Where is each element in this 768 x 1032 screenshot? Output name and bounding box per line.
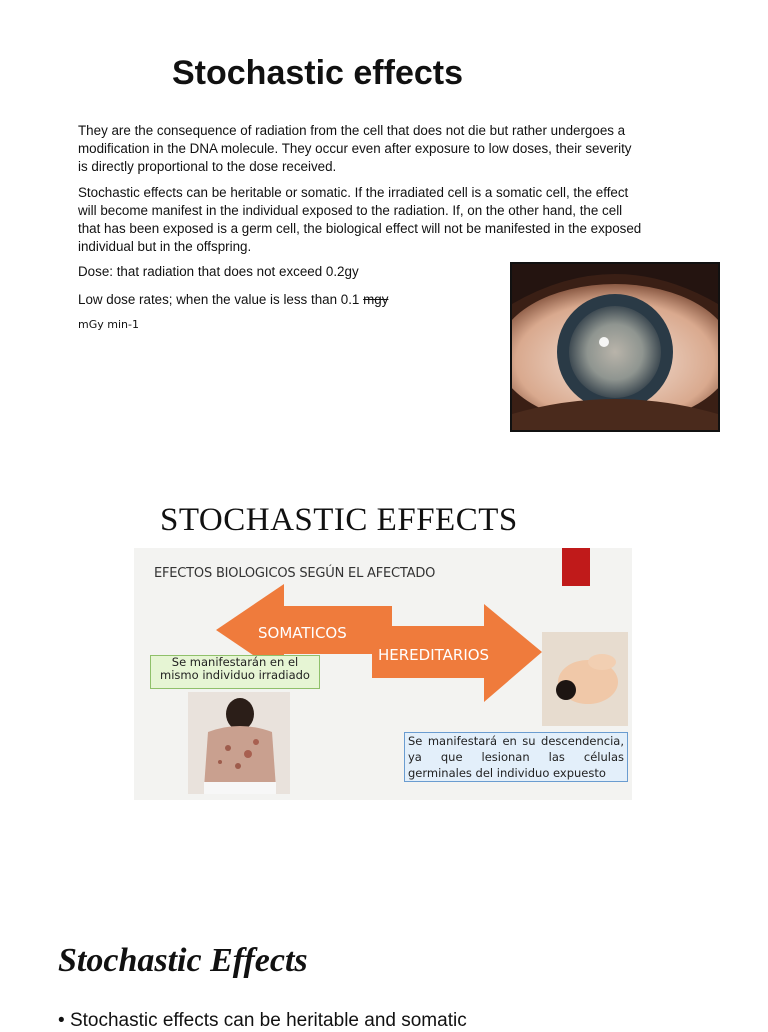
- low-dose-line: [78, 292, 388, 307]
- bullet-dot: •: [58, 1010, 70, 1031]
- low-dose-text: Low dose rates; when the value is less than 0.1: [78, 292, 364, 307]
- dose-line: Dose: that radiation that does not exceed 0.2gy: [78, 264, 359, 279]
- struck-unit: mgy: [363, 292, 389, 307]
- hereditary-photo: [542, 632, 628, 726]
- paragraph-heritable-somatic: Stochastic effects can be heritable or somatic. If the irradiated cell is a somatic cell, the effect will become manifest in the individual exposed to the radiation. If, on the other hand, the cell that has been exposed is a germ cell, the biological effect will not be manifested in the exposed individual but in the offspring.: [78, 185, 642, 254]
- slide-heading: EFECTOS BIOLOGICOS SEGÚN EL AFECTADO: [154, 566, 436, 581]
- bullet-text: Stochastic effects can be heritable and somatic: [69, 1010, 467, 1031]
- page-title: Stochastic effects: [172, 54, 463, 92]
- section-title-caps: STOCHASTIC EFFECTS: [160, 502, 518, 538]
- cataract-eye-image: [510, 262, 720, 432]
- eye-illustration: [512, 264, 718, 430]
- biological-effects-slide: [134, 548, 632, 800]
- infant-illustration: [542, 632, 628, 726]
- bullet-item: [58, 1010, 467, 1032]
- back-skin-illustration: [188, 692, 290, 794]
- section-title-italic: Stochastic Effects: [58, 942, 308, 979]
- hereditary-arrow-label: HEREDITARIOS: [378, 646, 490, 664]
- somatic-arrow-label: SOMATICOS: [258, 624, 347, 642]
- hereditary-description-box: Se manifestará en su descendencia, ya que lesionan las células germinales del individuo expuesto: [404, 732, 628, 782]
- unit-note: mGy min-1: [78, 318, 139, 331]
- somatic-photo: [188, 692, 290, 794]
- paragraph-definition: They are the consequence of radiation from the cell that does not die but rather undergoes a modification in the DNA molecule. They occur even after exposure to low doses, their severity is directly proportional to the dose received.: [78, 123, 632, 174]
- somatic-description-box: Se manifestarán en el mismo individuo irradiado: [150, 655, 320, 689]
